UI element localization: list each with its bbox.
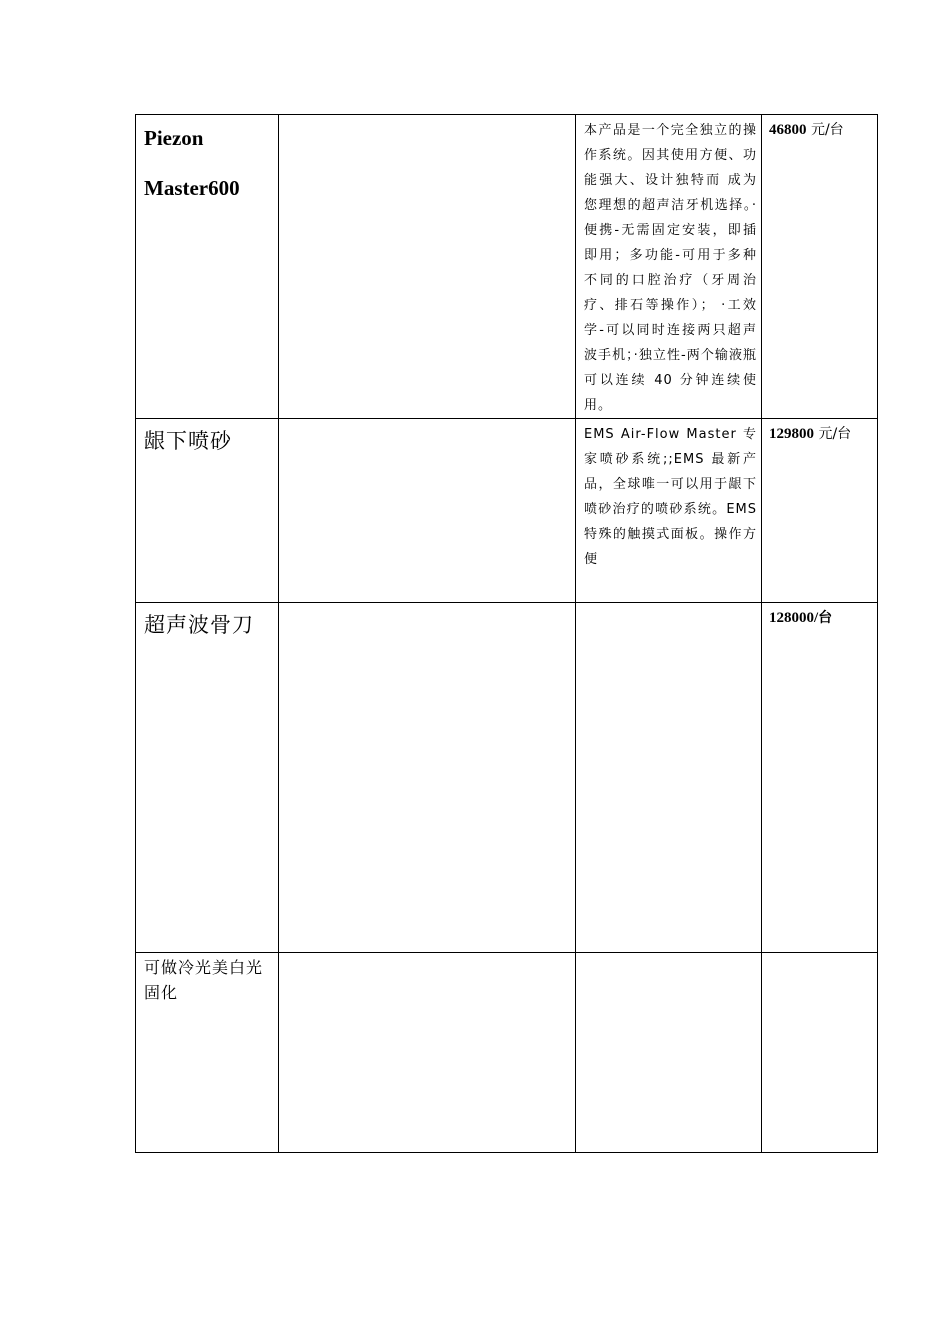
product-price-cell <box>762 603 878 953</box>
price-unit: 元/台 <box>806 122 844 138</box>
product-name: 超声波骨刀 <box>144 613 254 637</box>
price-unit: 台 <box>818 610 833 626</box>
price-value: 46800 <box>769 122 807 138</box>
table-row <box>136 115 878 419</box>
product-description-cell <box>576 603 762 953</box>
product-spec-cell <box>279 419 576 603</box>
product-spec-cell <box>279 115 576 419</box>
product-price-cell <box>762 953 878 1153</box>
product-name <box>136 115 278 214</box>
product-description-cell <box>576 115 762 419</box>
product-name: 龈下喷砂 <box>144 429 232 453</box>
product-description: 本产品是一个完全独立的操作系统。因其使用方便、功能强大、设计独特而 成为您理想的超声洁牙机选择。·便携-无需固定安装，即插即用；多功能-可用于多种不同的口腔治疗（牙周治疗、排石等操作）； ·工效学-可以同时连接两只超声波手机；·独立性-两个输液瓶可以连续 40 分钟连续使用。 <box>584 123 757 413</box>
price-unit: 元/台 <box>814 426 852 442</box>
product-spec-cell <box>279 603 576 953</box>
product-name-line: Piezon <box>144 126 204 150</box>
product-name-cell <box>136 603 279 953</box>
product-name-cell <box>136 953 279 1153</box>
table-row <box>136 419 878 603</box>
product-spec-cell <box>279 953 576 1153</box>
product-price <box>762 953 877 958</box>
product-description-cell <box>576 953 762 1153</box>
product-price-cell <box>762 419 878 603</box>
product-price-table <box>135 114 878 1153</box>
product-description: EMS Air-Flow Master 专家喷砂系统;;EMS 最新产品，全球唯一可以用于龈下喷砂治疗的喷砂系统。EMS 特殊的触摸式面板。操作方便 <box>584 427 757 567</box>
product-name-line: Master600 <box>144 176 240 200</box>
product-price <box>762 115 877 140</box>
table-row <box>136 953 878 1153</box>
product-name-cell <box>136 115 279 419</box>
price-value: 129800 <box>769 426 814 442</box>
product-description-cell <box>576 419 762 603</box>
product-price <box>762 419 877 444</box>
price-value: 128000/ <box>769 610 819 626</box>
table-row <box>136 603 878 953</box>
product-price-cell <box>762 115 878 419</box>
product-name-cell <box>136 419 279 603</box>
product-price <box>762 603 877 628</box>
product-name: 可做冷光美白光固化 <box>144 958 264 1002</box>
